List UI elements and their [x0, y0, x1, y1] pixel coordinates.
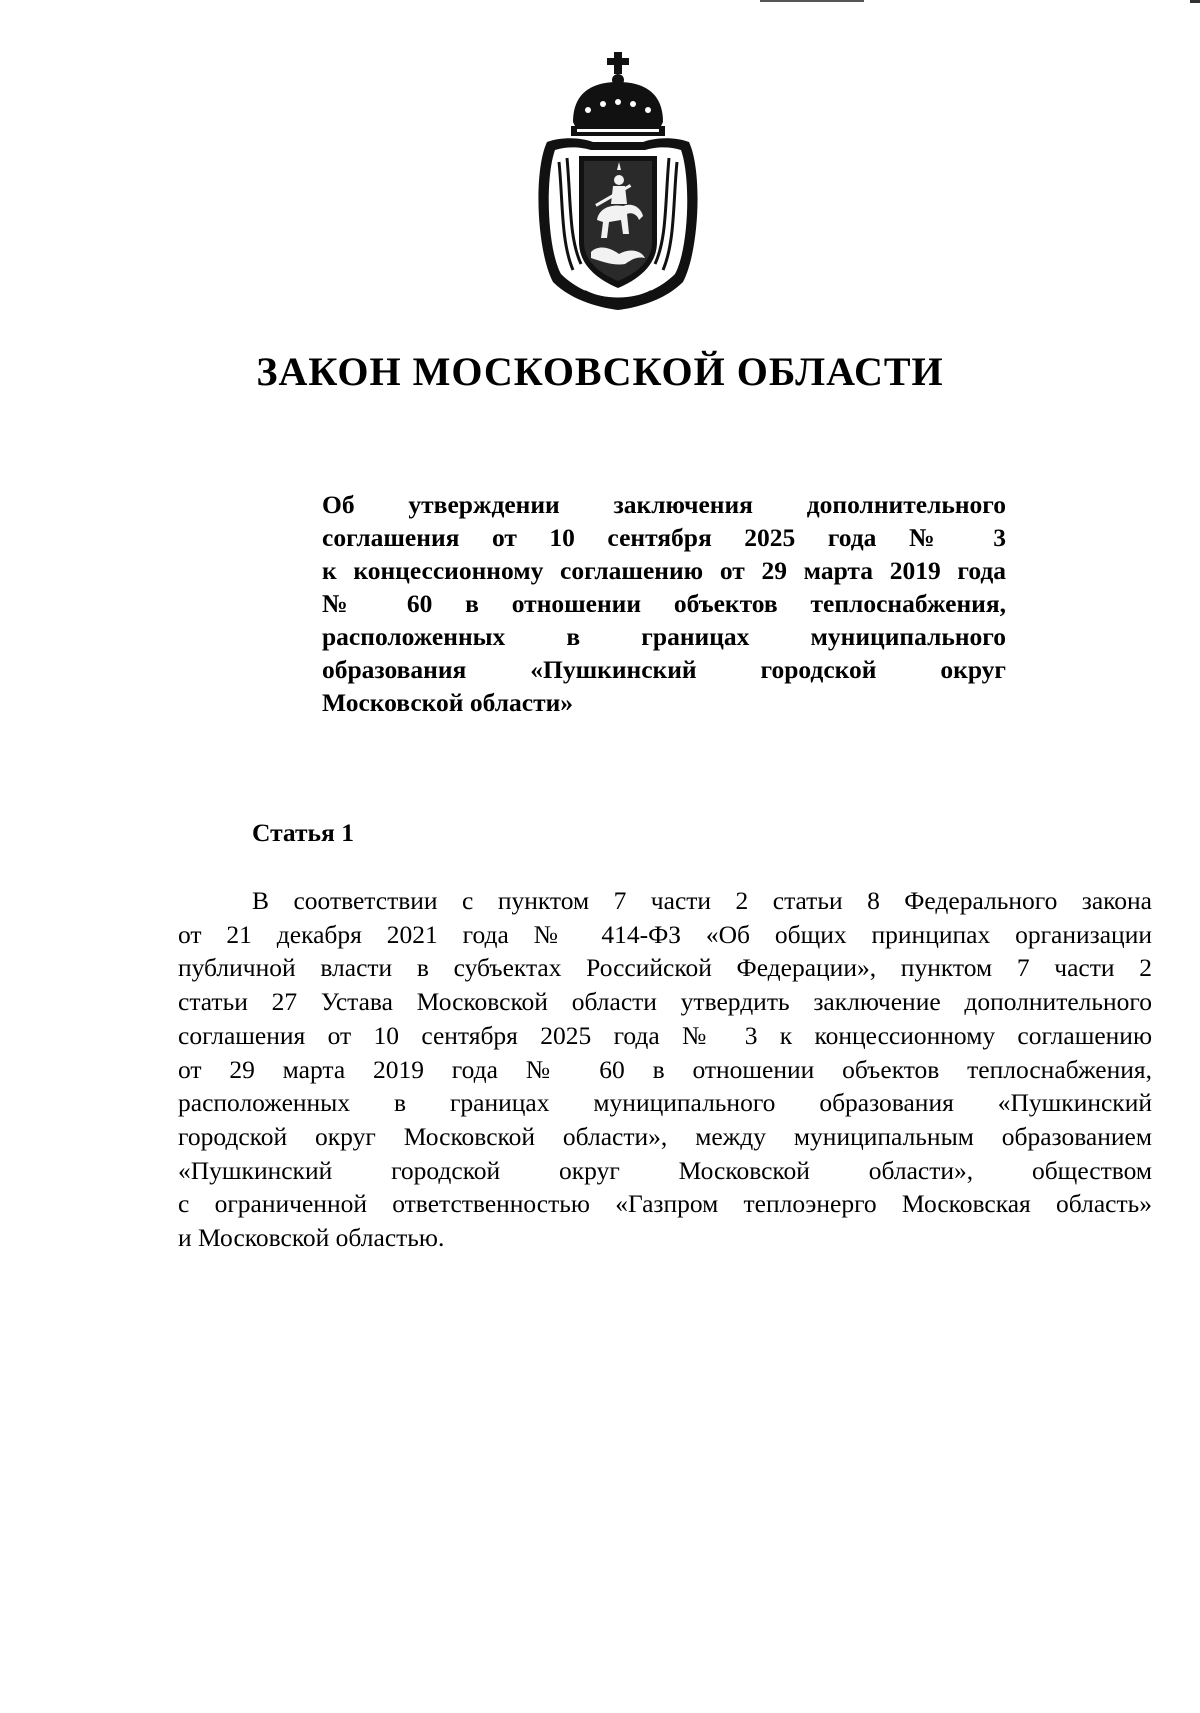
article-body: [178, 884, 1152, 1255]
moscow-oblast-coat-of-arms-icon: [533, 52, 703, 310]
article-line: соглашения от 10 сентября 2025 года № 3 к концессионному соглашению: [178, 1020, 1152, 1050]
subject-line: образования «Пушкинский городской округ: [322, 655, 1006, 684]
subject-line: к концессионному соглашению от 29 марта 2019 года: [322, 556, 1006, 585]
subject-line: соглашения от 10 сентября 2025 года № 3: [322, 523, 1006, 552]
scan-mark-corner: [1190, 0, 1200, 3]
article-line: и Московской областью.: [178, 1223, 445, 1253]
subject-line: расположенных в границах муниципального: [322, 622, 1006, 651]
law-subject: [322, 488, 1006, 719]
article-line: публичной власти в субъектах Российской Федерации», пунктом 7 части 2: [178, 953, 1152, 983]
article-line: от 21 декабря 2021 года № 414-ФЗ «Об общих принципах организации: [178, 919, 1152, 949]
article-line: В соответствии с пунктом 7 части 2 статьи 8 Федерального закона: [252, 886, 1152, 915]
article-line: расположенных в границах муниципального образования «Пушкинский: [178, 1088, 1152, 1118]
article-line: «Пушкинский городской округ Московской области», обществом: [178, 1155, 1152, 1185]
subject-line: № 60 в отношении объектов теплоснабжения,: [322, 589, 1006, 618]
article-line: от 29 марта 2019 года № 60 в отношении объектов теплоснабжения,: [178, 1054, 1152, 1084]
article-line: городской округ Московской области», между муниципальным образованием: [178, 1121, 1152, 1151]
article-heading: Статья 1: [252, 818, 354, 847]
subject-line: Об утверждении заключения дополнительного: [322, 490, 1006, 519]
crown-icon: [571, 52, 665, 136]
document-title: ЗАКОН МОСКОВСКОЙ ОБЛАСТИ: [256, 349, 944, 394]
article-line: статьи 27 Устава Московской области утвердить заключение дополнительного: [178, 987, 1152, 1017]
article-line: с ограниченной ответственностью «Газпром теплоэнерго Московская область»: [178, 1189, 1152, 1219]
scan-mark-top: [760, 0, 864, 2]
subject-line: Московской области»: [322, 688, 574, 717]
